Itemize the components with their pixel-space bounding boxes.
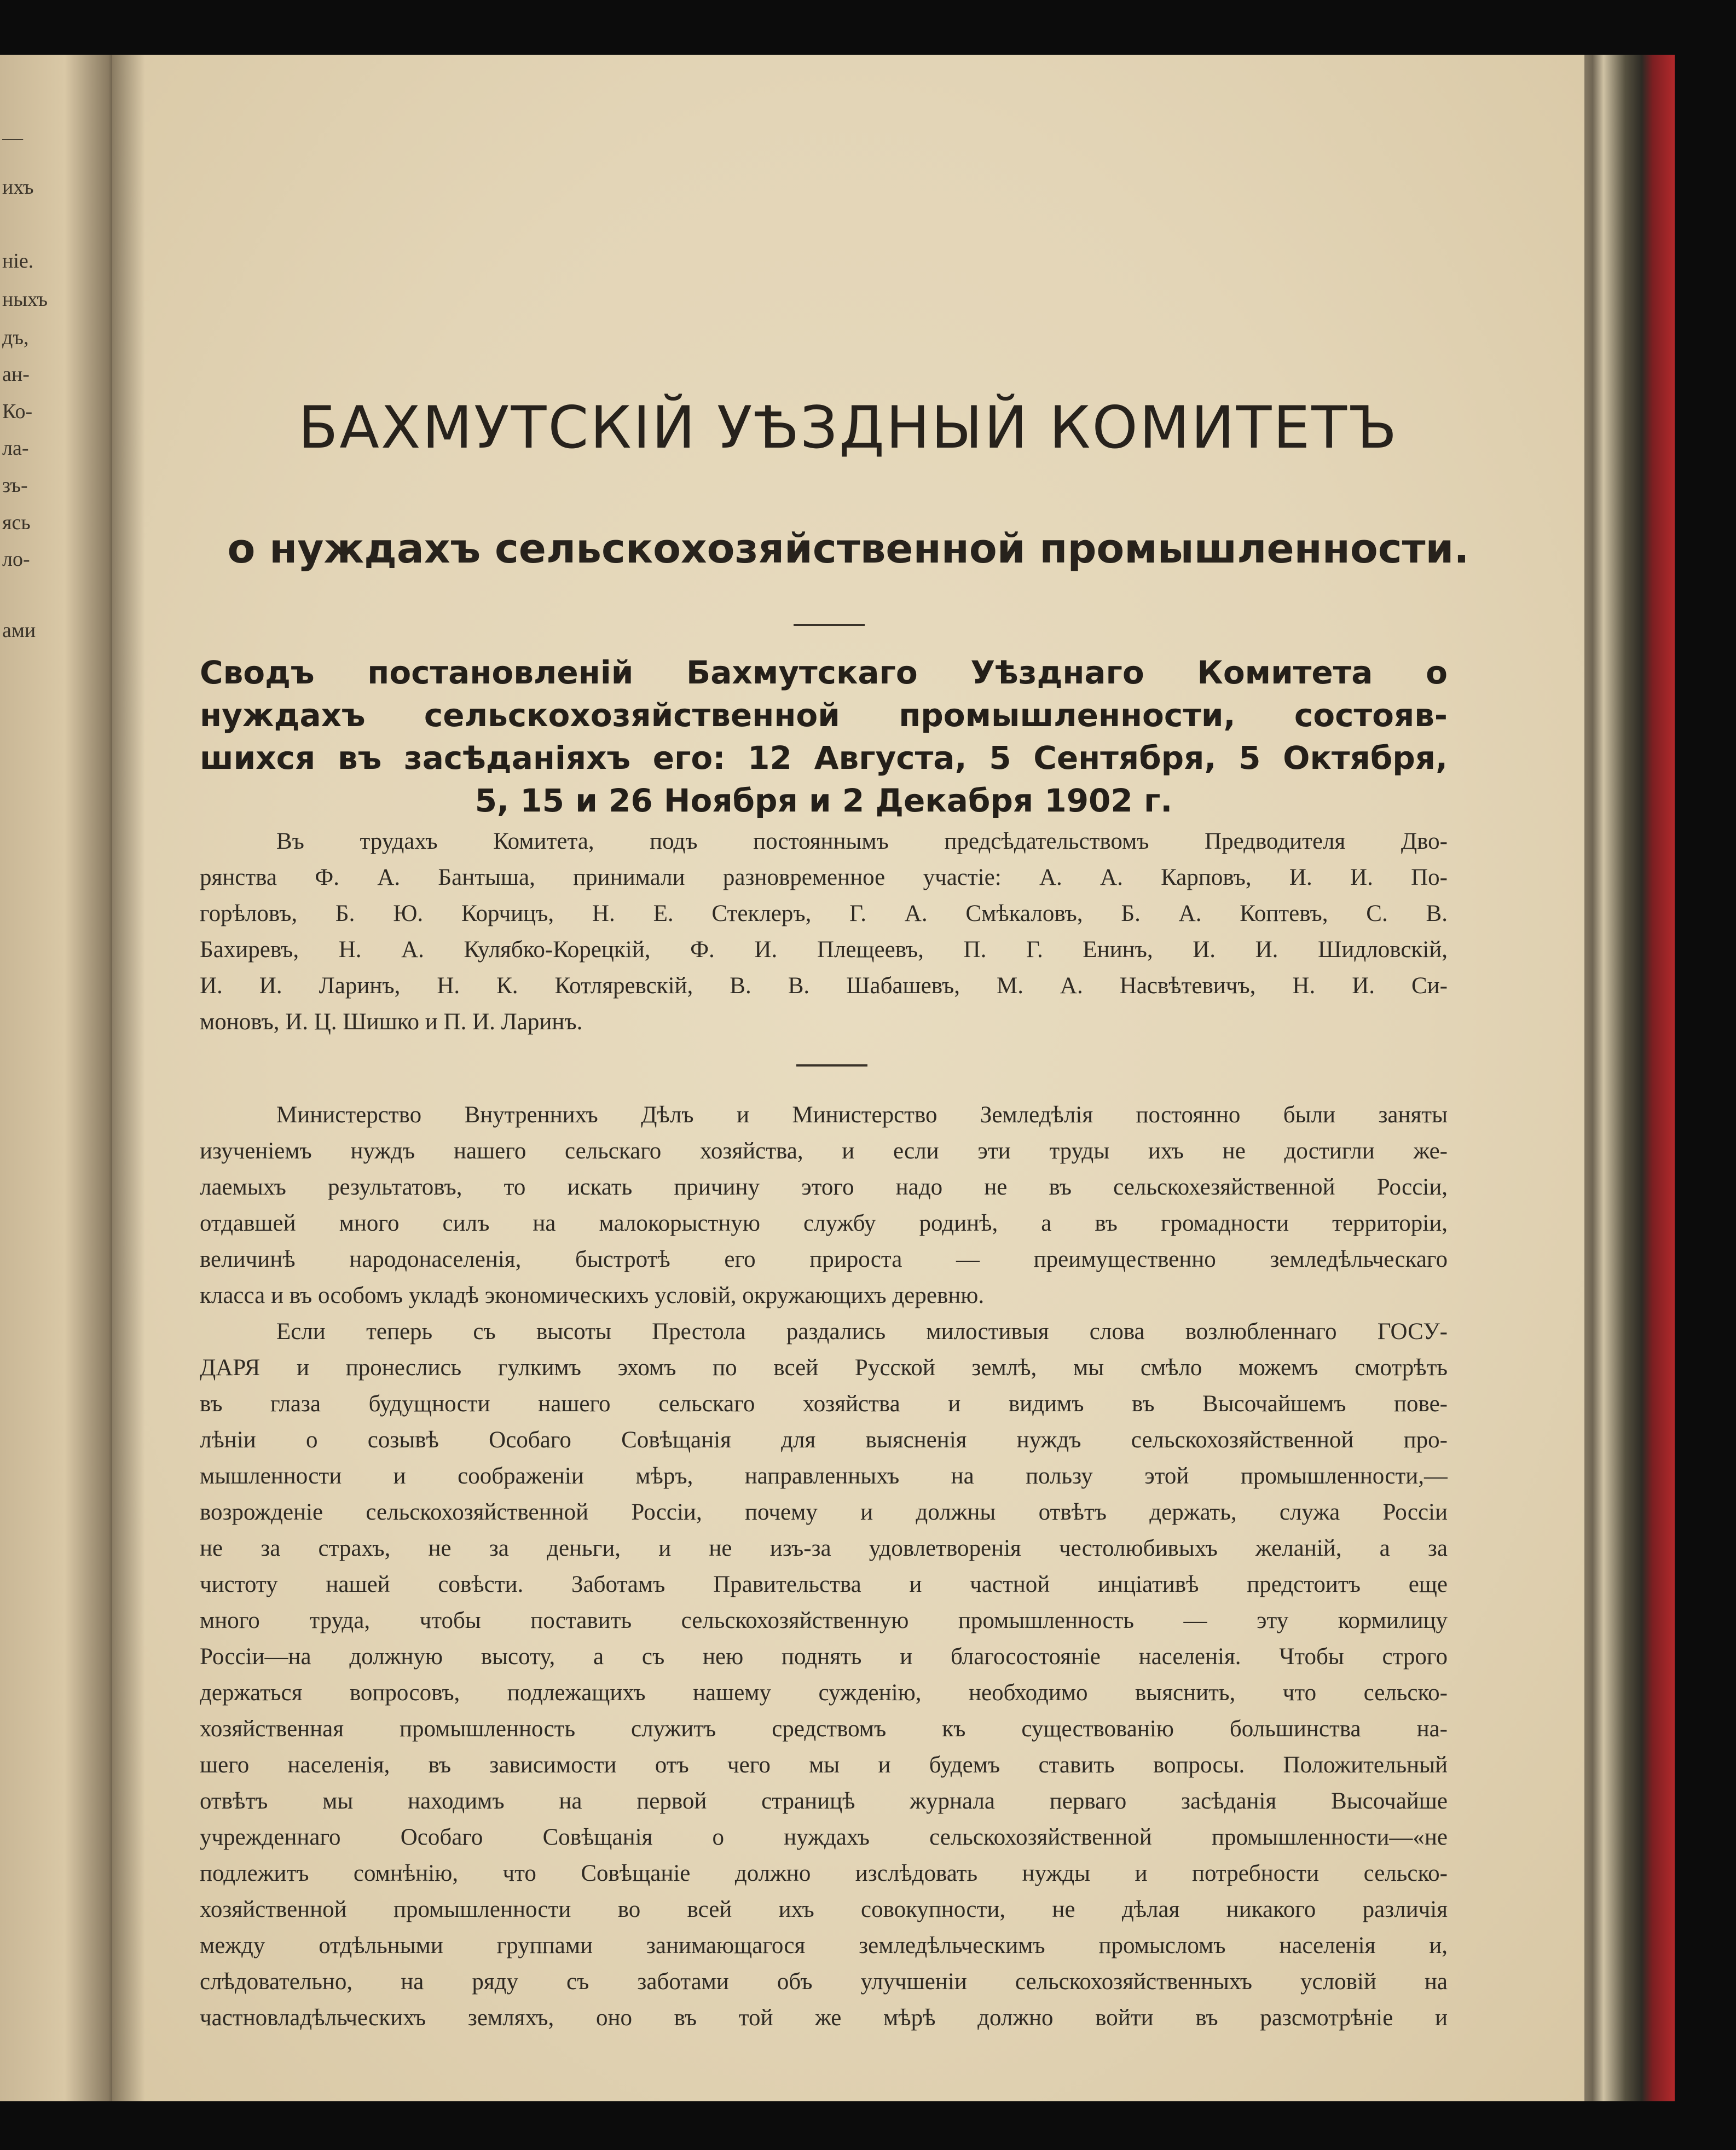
text-line: хозяйственной промышленности во всей ихъ совокупности, не дѣлая никакого различія bbox=[200, 1897, 1448, 1922]
text-line: отдавшей много силъ на малокорыстную службу родинѣ, а въ громадности территоріи, bbox=[200, 1210, 1448, 1236]
text-line: въ глаза будущности нашего сельскаго хозяйства и видимъ въ Высочайшемъ пове- bbox=[200, 1391, 1448, 1417]
left-page-fragment: ан- bbox=[2, 363, 30, 386]
text-line: горѣловъ, Б. Ю. Корчицъ, Н. Е. Стеклеръ, Г. А. Смѣкаловъ, Б. А. Коптевъ, С. В. bbox=[200, 901, 1448, 926]
text-line: Въ трудахъ Комитета, подъ постояннымъ предсѣдательствомъ Предводителя Дво- bbox=[276, 828, 1448, 854]
text-line: мышленности и соображеніи мѣръ, направленныхъ на пользу этой промышленности,— bbox=[200, 1463, 1448, 1489]
text-line: лаемыхъ результатовъ, то искать причину этого надо не въ сельскохезяйственной Россіи, bbox=[200, 1174, 1448, 1200]
text-line: Россіи—на должную высоту, а съ нею поднять и благосостояніе населенія. Чтобы строго bbox=[200, 1644, 1448, 1670]
text-line: рянства Ф. А. Бантыша, принимали разновременное участіе: А. А. Карповъ, И. И. По- bbox=[200, 865, 1448, 890]
left-page-fragment: зъ- bbox=[2, 474, 28, 497]
left-page-fragment: ихъ bbox=[2, 176, 34, 199]
text-line: частновладѣльческихъ земляхъ, оно въ той же мѣрѣ должно войти въ разсмотрѣніе и bbox=[200, 2005, 1448, 2031]
text-line: возрожденіе сельскохозяйственной Россіи, почему и должны отвѣтъ держать, служа Россіи bbox=[200, 1499, 1448, 1525]
left-page-fragment: ніе. bbox=[2, 250, 34, 273]
text-line: отвѣтъ мы находимъ на первой страницѣ журнала перваго засѣданія Высочайше bbox=[200, 1788, 1448, 1814]
body-text bbox=[200, 1097, 1448, 2036]
text-line: между отдѣльными группами занимающагося земледѣльческимъ промысломъ населенія и, bbox=[200, 1933, 1448, 1958]
heading-line: нуждахъ сельскохозяйственной промышленности, состояв- bbox=[200, 697, 1448, 734]
text-line: слѣдовательно, на ряду съ заботами объ улучшеніи сельскохозяйственныхъ условій на bbox=[200, 1969, 1448, 1995]
text-line: И. И. Ларинъ, Н. К. Котляревскій, В. В. Шабашевъ, М. А. Насвѣтевичъ, Н. И. Си- bbox=[200, 973, 1448, 999]
text-line: изученіемъ нуждъ нашего сельскаго хозяйства, и если эти труды ихъ не достигли же- bbox=[200, 1138, 1448, 1164]
text-line: Если теперь съ высоты Престола раздались милостивыя слова возлюбленнаго ГОСУ- bbox=[276, 1319, 1448, 1345]
text-line: подлежитъ сомнѣнію, что Совѣщаніе должно изслѣдовать нужды и потребности сельско- bbox=[200, 1861, 1448, 1886]
heading-line: Сводъ постановленій Бахмутскаго Уѣзднаго Комитета о bbox=[200, 654, 1448, 691]
participants-paragraph bbox=[200, 824, 1448, 1040]
heading-line: 5, 15 и 26 Ноября и 2 Декабря 1902 г. bbox=[474, 782, 1173, 819]
summary-heading bbox=[200, 651, 1448, 822]
heading-line: шихся въ засѣданіяхъ его: 12 Августа, 5 Сентября, 5 Октября, bbox=[200, 739, 1448, 776]
text-line: много труда, чтобы поставить сельскохозяйственную промышленность — эту кормилицу bbox=[200, 1608, 1448, 1633]
left-page-edge bbox=[0, 55, 118, 2101]
page-subtitle: о нуждахъ сельскохозяйственной промышленности. bbox=[227, 525, 1469, 572]
text-line: не за страхъ, не за деньги, и не изъ-за удовлетворенія честолюбивыхъ желаній, а за bbox=[200, 1535, 1448, 1561]
left-page-fragment: дъ, bbox=[2, 326, 29, 349]
text-line: моновъ, И. Ц. Шишко и П. И. Ларинъ. bbox=[200, 1009, 583, 1035]
divider bbox=[794, 624, 865, 626]
text-line: ДАРЯ и пронеслись гулкимъ эхомъ по всей Русской землѣ, мы смѣло можемъ смотрѣть bbox=[200, 1355, 1448, 1381]
page bbox=[112, 55, 1584, 2101]
left-page-fragment: ла- bbox=[2, 437, 29, 460]
text-line: Бахиревъ, Н. А. Кулябко-Корецкій, Ф. И. Плещеевъ, П. Г. Енинъ, И. И. Шидловскій, bbox=[200, 937, 1448, 963]
divider bbox=[796, 1064, 867, 1067]
text-line: лѣніи о созывѣ Особаго Совѣщанія для выясненія нуждъ сельскохозяйственной про- bbox=[200, 1427, 1448, 1453]
left-page-fragment: ами bbox=[2, 619, 36, 642]
page-title: БАХМУТСКІЙ УѢЗДНЫЙ КОМИТЕТЪ bbox=[298, 394, 1399, 461]
text-line: шего населенія, въ зависимости отъ чего мы и будемъ ставить вопросы. Положительный bbox=[200, 1752, 1448, 1778]
left-page-fragment: ныхъ bbox=[2, 288, 48, 311]
left-page-fragment: Ко- bbox=[2, 400, 33, 423]
left-page-fragment: — bbox=[2, 126, 23, 149]
text-line: чистоту нашей совѣсти. Заботамъ Правительства и частной инціативѣ предстоитъ еще bbox=[200, 1572, 1448, 1597]
text-line: величинѣ народонаселенія, быстротѣ его прироста — преимущественно земледѣльческаго bbox=[200, 1247, 1448, 1272]
text-line: Министерство Внутреннихъ Дѣлъ и Министерство Земледѣлія постоянно были заняты bbox=[276, 1102, 1448, 1128]
left-page-fragment: ло- bbox=[2, 548, 30, 571]
text-line: держаться вопросовъ, подлежащихъ нашему сужденію, необходимо выяснить, что сельско- bbox=[200, 1680, 1448, 1706]
text-line: хозяйственная промышленность служитъ средствомъ къ существованію большинства на- bbox=[200, 1716, 1448, 1742]
spine-shadow bbox=[112, 55, 145, 2101]
text-line: класса и въ особомъ укладѣ экономическихъ условій, окружающихъ деревню. bbox=[200, 1283, 985, 1308]
left-page-fragment: ясь bbox=[2, 511, 31, 534]
text-line: учрежденнаго Особаго Совѣщанія о нуждахъ сельскохозяйственной промышленности—«не bbox=[200, 1824, 1448, 1850]
